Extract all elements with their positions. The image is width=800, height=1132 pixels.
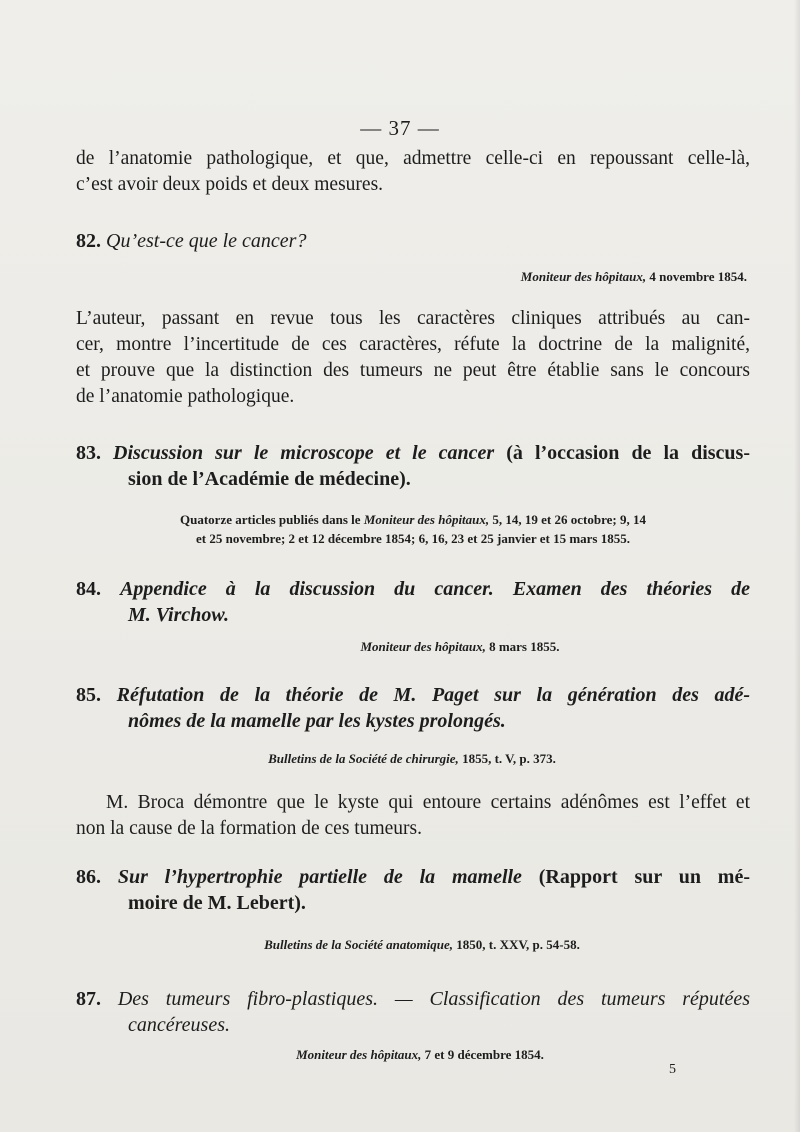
entry-87-source [20, 1046, 800, 1064]
entry-83-source [76, 510, 750, 548]
entry-title-continued: cancéreuses. [128, 1014, 230, 1036]
entry-number: 85. [76, 684, 101, 706]
entry-84-source [60, 638, 800, 656]
text-line: de l’anatomie pathologique. [76, 386, 295, 407]
entry-title: Discussion sur le microscope et le cancer [113, 442, 495, 464]
entry-86 [76, 864, 750, 916]
source-date: 1850, t. XXV, p. 54-58. [456, 937, 580, 952]
entry-84 [76, 576, 750, 628]
source-journal: Moniteur des hôpitaux, [520, 269, 647, 284]
text-line: et prouve que la distinction des tumeurs ne peut être établie sans le concours [76, 360, 750, 381]
entry-note-continued: moire de M. Lebert). [128, 892, 306, 914]
entry-note: (Rapport sur un mé- [538, 866, 750, 888]
entry-number: 83. [76, 442, 101, 464]
entry-85-summary [76, 790, 750, 842]
source-date: 4 novembre 1854. [649, 269, 747, 284]
entry-82-summary [76, 306, 750, 410]
text-line: de l’anatomie pathologique, et que, admettre celle-ci en repoussant celle-là, [76, 148, 750, 169]
entry-85-source [12, 750, 800, 768]
entry-title: Réfutation de la théorie de M. Paget sur la génération des adé- [116, 684, 751, 706]
entry-number: 87. [76, 988, 101, 1010]
source-date: 7 et 9 décembre 1854. [424, 1047, 544, 1062]
text-line: c’est avoir deux poids et deux mesures. [76, 174, 384, 195]
intro-paragraph [76, 146, 750, 198]
entry-85 [76, 682, 750, 734]
entry-title-continued: M. Virchow. [128, 604, 229, 626]
text-line: cer, montre l’incertitude de ces caractères, réfute la doctrine de la malignité, [76, 334, 750, 355]
source-journal: Moniteur des hôpitaux, [363, 512, 490, 527]
source-date: 8 mars 1855. [489, 639, 560, 654]
text-line: non la cause de la formation de ces tumeurs. [76, 818, 423, 839]
entry-86-source [22, 936, 800, 954]
signature-mark: 5 [669, 1062, 676, 1077]
source-text: et 25 novembre; 2 et 12 décembre 1854; 6, 16, 23 et 25 janvier et 15 mars 1855. [196, 531, 630, 546]
entry-title: Sur l’hypertrophie partielle de la mamelle [117, 866, 522, 888]
source-text: 5, 14, 19 et 26 octobre; 9, 14 [492, 512, 646, 527]
entry-83 [76, 440, 750, 492]
source-journal: Bulletins de la Société de chirurgie, [268, 751, 459, 766]
text-line: L’auteur, passant en revue tous les caractères cliniques attribués au can- [76, 308, 750, 329]
page-edge-shadow [794, 0, 800, 1132]
text-line: M. Broca démontre que le kyste qui entoure certains adénômes est l’effet et [106, 792, 750, 813]
entry-note-continued: sion de l’Académie de médecine). [128, 468, 411, 490]
source-text: Quatorze articles publiés dans le [180, 512, 361, 527]
source-journal: Moniteur des hôpitaux, [360, 639, 486, 654]
page-number: — 37 — [360, 116, 440, 140]
entry-title: Appendice à la discussion du cancer. Examen des théories de [120, 578, 751, 600]
entry-82-source [0, 268, 747, 286]
entry-87 [76, 986, 750, 1038]
entry-number: 82. [76, 230, 101, 252]
source-journal: Moniteur des hôpitaux, [296, 1047, 422, 1062]
entry-title: Qu’est-ce que le cancer? [106, 230, 307, 252]
entry-title-continued: nômes de la mamelle par les kystes prolongés. [128, 710, 506, 732]
entry-number: 86. [76, 866, 101, 888]
entry-82 [76, 228, 750, 254]
entry-number: 84. [76, 578, 101, 600]
entry-note: (à l’occasion de la discus- [506, 442, 750, 464]
source-journal: Bulletins de la Société anatomique, [264, 937, 453, 952]
source-date: 1855, t. V, p. 373. [462, 751, 556, 766]
entry-title: Des tumeurs fibro-plastiques. — Classification des tumeurs réputées [117, 988, 750, 1010]
